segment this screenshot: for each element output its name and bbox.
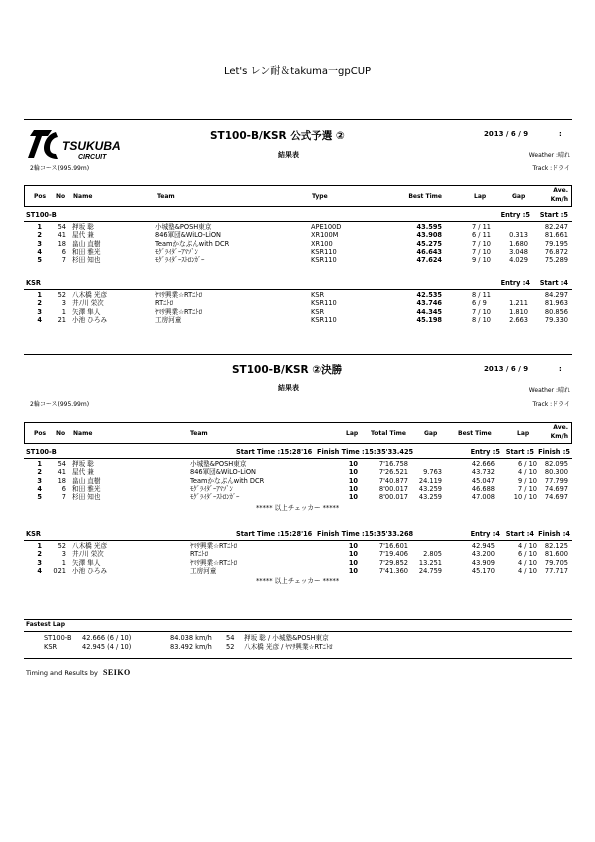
no: 3 — [61, 550, 66, 559]
col-lap: Lap — [474, 193, 487, 200]
best-time: 47.624 — [416, 256, 442, 265]
pos: 2 — [37, 550, 42, 559]
class-start-time: Start Time :15:28'16 — [236, 448, 313, 456]
result-row — [0, 493, 595, 502]
no: 7 — [61, 256, 66, 265]
best-lap: 4 / 10 — [518, 566, 537, 575]
col-no: No — [56, 193, 66, 200]
class-rule — [24, 221, 572, 222]
no: 54 — [57, 460, 66, 468]
average-speed: 74.697 — [544, 484, 568, 493]
qualifying-subtitle: 結果表 — [278, 151, 299, 159]
machine-type: KSR110 — [311, 299, 337, 308]
class-header-row — [0, 530, 595, 539]
team: Teamかなぶんwith DCR — [155, 239, 230, 248]
best-time: 46.643 — [416, 247, 442, 256]
class-finish: Finish :4 — [538, 530, 570, 538]
best-lap: 6 / 9 — [472, 299, 487, 308]
laps: 10 — [348, 493, 358, 502]
pos: 4 — [37, 566, 42, 575]
machine-type: KSR110 — [311, 256, 337, 265]
class-start: Start :5 — [539, 211, 568, 219]
best-lap: 6 / 11 — [472, 231, 491, 240]
class-rule — [24, 289, 572, 290]
seiko-logo: SEIKO — [102, 668, 131, 677]
team: 小城塾&POSH東京 — [190, 460, 247, 468]
final-time: : — [559, 365, 562, 373]
class-start: Start :4 — [505, 530, 534, 538]
best-time: 43.909 — [471, 558, 495, 567]
col-name: Name — [73, 193, 93, 200]
gap: 1.680 — [509, 239, 528, 248]
rider-name: 八木橋 光彦 — [72, 542, 108, 550]
best-lap: 10 / 10 — [513, 493, 537, 502]
no: 6 — [61, 247, 66, 256]
laps: 10 — [348, 476, 358, 485]
total-time: 7'26.521 — [378, 468, 408, 477]
pos: 2 — [37, 299, 42, 308]
best-lap: 9 / 10 — [472, 256, 491, 265]
fastest-speed: 83.492 km/h — [170, 643, 212, 651]
total-time: 8'00.017 — [378, 493, 408, 502]
average-speed: 82.125 — [544, 542, 568, 550]
average-speed: 82.247 — [544, 223, 568, 231]
class-entry: Entry :4 — [500, 279, 530, 287]
best-time: 43.908 — [416, 231, 442, 240]
final-col-no: No — [56, 430, 66, 437]
rider-name: 屋代 兼 — [72, 468, 94, 477]
total-time: 7'41.360 — [378, 566, 408, 575]
final-col-total-time: Total Time — [371, 430, 406, 437]
gap: 1.810 — [509, 307, 528, 316]
qualifying-title: ST100-B/KSR 公式予選 ② — [210, 130, 345, 142]
best-lap: 8 / 10 — [472, 315, 491, 324]
result-row — [0, 256, 595, 265]
total-time: 7'29.852 — [378, 558, 408, 567]
average-speed: 79.330 — [544, 315, 568, 324]
team: ﾓｸﾞﾗｲﾀﾞｰｽﾄﾛﾝｶﾞｰ — [155, 256, 205, 265]
best-lap: 8 / 11 — [472, 291, 491, 299]
fastest-lap-bottom-rule — [24, 658, 572, 659]
class-name: KSR — [26, 279, 41, 287]
machine-type: KSR110 — [311, 247, 337, 256]
qualifying-track-condition: Track :ドライ — [532, 165, 570, 172]
pos: 2 — [37, 468, 42, 477]
best-time: 45.047 — [471, 476, 495, 485]
best-time: 47.008 — [471, 493, 495, 502]
class-start: Start :5 — [505, 448, 534, 456]
machine-type: KSR — [311, 307, 325, 316]
rider-name: 和田 雅光 — [72, 247, 101, 256]
average-speed: 82.095 — [544, 460, 568, 468]
no: 18 — [57, 239, 66, 248]
class-finish-time: Finish Time :15:35'33.425 — [317, 448, 414, 456]
average-speed: 81.600 — [544, 550, 568, 559]
final-col-ave: Ave. — [553, 424, 568, 431]
total-time: 7'16.758 — [378, 460, 408, 468]
best-time: 43.746 — [416, 299, 442, 308]
class-name: KSR — [26, 530, 41, 538]
no: 1 — [61, 307, 66, 316]
laps: 10 — [348, 484, 358, 493]
rider-name: 八木橋 光彦 — [72, 291, 108, 299]
no: 18 — [57, 476, 66, 485]
col-best-time: Best Time — [408, 193, 442, 200]
team: 846軍団&WiLO-LiON — [155, 231, 221, 240]
col-team: Team — [157, 193, 175, 200]
no: 52 — [57, 542, 66, 550]
class-entry: Entry :5 — [500, 211, 530, 219]
gap: 43.259 — [418, 484, 442, 493]
team: 846軍団&WiLO-LiON — [190, 468, 256, 477]
no: 3 — [61, 299, 66, 308]
checker-text: ***** 以上チェッカー ***** — [256, 577, 340, 586]
team: ﾓｸﾞﾗｲﾀﾞｰｱﾏｿﾞﾝ — [190, 484, 233, 493]
no: 52 — [57, 291, 66, 299]
class-finish: Finish :5 — [538, 448, 570, 456]
total-time: 7'40.877 — [378, 476, 408, 485]
final-col-best-time: Best Time — [458, 430, 492, 437]
pos: 4 — [37, 484, 42, 493]
laps: 10 — [348, 468, 358, 477]
team: RTﾆﾄﾛ — [190, 550, 209, 559]
rider-name: 矢澤 隼人 — [72, 558, 101, 567]
best-lap: 4 / 10 — [518, 558, 537, 567]
best-time: 43.200 — [471, 550, 495, 559]
gap: 0.313 — [509, 231, 528, 240]
team: RTﾆﾄﾛ — [155, 299, 174, 308]
class-name: ST100-B — [26, 211, 57, 219]
best-lap: 7 / 10 — [518, 484, 537, 493]
machine-type: XR100 — [311, 239, 333, 248]
total-time: 7'19.406 — [378, 550, 408, 559]
best-time: 43.595 — [416, 223, 442, 231]
best-lap: 7 / 11 — [472, 223, 491, 231]
rider-name: 押坂 聡 — [72, 223, 94, 231]
best-lap: 9 / 10 — [518, 476, 537, 485]
best-time: 46.688 — [471, 484, 495, 493]
rider-name: 井ﾉ川 栄次 — [72, 299, 104, 308]
laps: 10 — [348, 550, 358, 559]
rider-name: 杉田 知也 — [72, 256, 101, 265]
footer-text: Timing and Results by — [26, 669, 98, 677]
class-header-row — [0, 211, 595, 220]
fastest-no: 52 — [226, 643, 235, 651]
qualifying-time: : — [559, 130, 562, 138]
event-title: Let's レン耐＆takuma一gpCUP — [223, 66, 372, 77]
fastest-lap-title-rule — [24, 631, 572, 632]
fastest-rider: 押坂 聡 / 小城塾&POSH東京 — [244, 634, 329, 642]
final-course: 2輪コース(995.99m) — [30, 401, 90, 408]
result-row — [0, 567, 595, 576]
team: ﾔﾏｻ興業☆RTﾆﾄﾛ — [190, 558, 238, 567]
pos: 1 — [37, 460, 42, 468]
pos: 5 — [37, 256, 42, 265]
machine-type: XR100M — [311, 231, 339, 240]
col-pos: Pos — [34, 193, 47, 200]
qualifying-weather: Weather :晴れ — [528, 152, 570, 159]
no: 1 — [61, 558, 66, 567]
laps: 10 — [348, 558, 358, 567]
pos: 4 — [37, 315, 42, 324]
final-track-condition: Track :ドライ — [532, 401, 570, 408]
class-start-time: Start Time :15:28'16 — [236, 530, 313, 538]
fastest-time: 42.666 (6 / 10) — [82, 634, 132, 642]
laps: 10 — [348, 460, 358, 468]
best-lap: 7 / 10 — [472, 247, 491, 256]
pos: 2 — [37, 231, 42, 240]
total-time: 7'16.601 — [378, 542, 408, 550]
fastest-class: KSR — [44, 643, 58, 651]
team: 工房河童 — [155, 315, 182, 324]
team: Teamかなぶんwith DCR — [190, 476, 265, 485]
fastest-class: ST100-B — [44, 634, 72, 642]
col-ave: Ave. — [553, 187, 568, 194]
rider-name: 畠山 直樹 — [72, 239, 101, 248]
gap: 4.029 — [509, 256, 528, 265]
team: ﾓｸﾞﾗｲﾀﾞｰｱﾏｿﾞﾝ — [155, 247, 198, 256]
rider-name: 杉田 知也 — [72, 493, 101, 502]
checker-text: ***** 以上チェッカー ***** — [256, 503, 340, 512]
final-subtitle: 結果表 — [278, 384, 299, 392]
machine-type: KSR — [311, 291, 325, 299]
gap: 24.119 — [418, 476, 442, 485]
rider-name: 矢澤 隼人 — [72, 307, 101, 316]
average-speed: 81.661 — [544, 231, 568, 240]
rider-name: 小池 ひろみ — [72, 566, 108, 575]
qualifying-top-rule — [24, 119, 572, 120]
qualifying-course: 2輪コース(995.99m) — [30, 165, 90, 172]
gap: 43.259 — [418, 493, 442, 502]
best-lap: 6 / 10 — [518, 550, 537, 559]
final-date: 2013 / 6 / 9 — [484, 365, 529, 373]
average-speed: 75.289 — [544, 256, 568, 265]
average-speed: 84.297 — [544, 291, 568, 299]
best-lap: 7 / 10 — [472, 239, 491, 248]
class-entry: Entry :5 — [470, 448, 500, 456]
machine-type: APE100D — [311, 223, 342, 231]
total-time: 8'00.017 — [378, 484, 408, 493]
final-col-lap: Lap — [346, 430, 359, 437]
rider-name: 井ﾉ川 栄次 — [72, 550, 104, 559]
rider-name: 畠山 直樹 — [72, 476, 101, 485]
pos: 4 — [37, 247, 42, 256]
average-speed: 76.872 — [544, 247, 568, 256]
pos: 3 — [37, 307, 42, 316]
result-row — [0, 316, 595, 325]
pos: 3 — [37, 558, 42, 567]
pos: 1 — [37, 223, 42, 231]
fastest-time: 42.945 (4 / 10) — [82, 643, 132, 651]
no: 21 — [57, 315, 66, 324]
class-name: ST100-B — [26, 448, 57, 456]
no: 41 — [57, 231, 66, 240]
best-time: 45.170 — [471, 566, 495, 575]
tsukuba-circuit-logo — [26, 128, 156, 164]
average-speed: 74.697 — [544, 493, 568, 502]
rider-name: 屋代 兼 — [72, 231, 94, 240]
rider-name: 押坂 聡 — [72, 460, 94, 468]
fastest-lap-row — [0, 643, 595, 652]
best-time: 45.198 — [416, 315, 442, 324]
final-title: ST100-B/KSR ②決勝 — [232, 364, 343, 376]
final-col-kmh: Km/h — [550, 433, 568, 440]
class-start: Start :4 — [539, 279, 568, 287]
fastest-rider: 八木橋 光彦 / ﾔﾏｻ興業☆RTﾆﾄﾛ — [244, 643, 333, 651]
pos: 1 — [37, 542, 42, 550]
best-lap: 7 / 10 — [472, 307, 491, 316]
average-speed: 79.195 — [544, 239, 568, 248]
class-rule — [24, 540, 572, 541]
best-time: 45.275 — [416, 239, 442, 248]
pos: 1 — [37, 291, 42, 299]
class-rule — [24, 458, 572, 459]
best-time: 42.666 — [471, 460, 495, 468]
best-time: 42.535 — [416, 291, 442, 299]
checker-row — [0, 504, 595, 513]
team: ﾔﾏｻ興業☆RTﾆﾄﾛ — [155, 291, 203, 299]
fastest-lap-title: Fastest Lap — [26, 621, 65, 628]
final-weather: Weather :晴れ — [528, 387, 570, 394]
logo-text-sub: CIRCUIT — [78, 154, 107, 161]
no: 41 — [57, 468, 66, 477]
gap: 3.048 — [509, 247, 528, 256]
best-lap: 4 / 10 — [518, 468, 537, 477]
gap: 13.251 — [418, 558, 442, 567]
fastest-no: 54 — [226, 634, 235, 642]
average-speed: 77.799 — [544, 476, 568, 485]
team: 小城塾&POSH東京 — [155, 223, 212, 231]
logo-text-main: TSUKUBA — [62, 139, 121, 153]
final-col-lap2: Lap — [517, 430, 530, 437]
checker-row — [0, 577, 595, 586]
col-kmh: Km/h — [550, 196, 568, 203]
final-col-gap: Gap — [424, 430, 438, 437]
team: ﾔﾏｻ興業☆RTﾆﾄﾛ — [190, 542, 238, 550]
laps: 10 — [348, 542, 358, 550]
team: 工房河童 — [190, 566, 217, 575]
final-col-team: Team — [190, 430, 208, 437]
machine-type: KSR110 — [311, 315, 337, 324]
pos: 5 — [37, 493, 42, 502]
rider-name: 小池 ひろみ — [72, 315, 108, 324]
gap: 2.805 — [423, 550, 442, 559]
pos: 3 — [37, 239, 42, 248]
best-time: 44.345 — [416, 307, 442, 316]
final-col-pos: Pos — [34, 430, 47, 437]
average-speed: 81.963 — [544, 299, 568, 308]
final-top-rule — [24, 354, 572, 355]
qualifying-date: 2013 / 6 / 9 — [484, 130, 529, 138]
gap: 1.211 — [509, 299, 528, 308]
average-speed: 80.856 — [544, 307, 568, 316]
gap: 24.759 — [418, 566, 442, 575]
class-header-row — [0, 279, 595, 288]
qualifying-header — [24, 185, 572, 207]
gap: 9.763 — [423, 468, 442, 477]
rider-name: 和田 雅光 — [72, 484, 101, 493]
no: 7 — [61, 493, 66, 502]
col-gap: Gap — [512, 193, 526, 200]
col-type: Type — [312, 193, 328, 200]
footer — [26, 660, 131, 679]
best-lap: 6 / 10 — [518, 460, 537, 468]
average-speed: 77.717 — [544, 566, 568, 575]
class-header-row — [0, 448, 595, 457]
gap: 2.663 — [509, 315, 528, 324]
fastest-speed: 84.038 km/h — [170, 634, 212, 642]
average-speed: 80.300 — [544, 468, 568, 477]
average-speed: 79.705 — [544, 558, 568, 567]
best-lap: 4 / 10 — [518, 542, 537, 550]
team: ﾔﾏｻ興業☆RTﾆﾄﾛ — [155, 307, 203, 316]
fastest-lap-top-rule — [24, 619, 572, 620]
fastest-lap-row — [0, 634, 595, 643]
best-time: 42.945 — [471, 542, 495, 550]
best-time: 43.732 — [471, 468, 495, 477]
pos: 3 — [37, 476, 42, 485]
no: 021 — [53, 566, 66, 575]
final-col-name: Name — [73, 430, 93, 437]
no: 6 — [61, 484, 66, 493]
team: ﾓｸﾞﾗｲﾀﾞｰｽﾄﾛﾝｶﾞｰ — [190, 493, 240, 502]
no: 54 — [57, 223, 66, 231]
laps: 10 — [348, 566, 358, 575]
class-finish-time: Finish Time :15:35'33.268 — [317, 530, 414, 538]
class-entry: Entry :4 — [470, 530, 500, 538]
